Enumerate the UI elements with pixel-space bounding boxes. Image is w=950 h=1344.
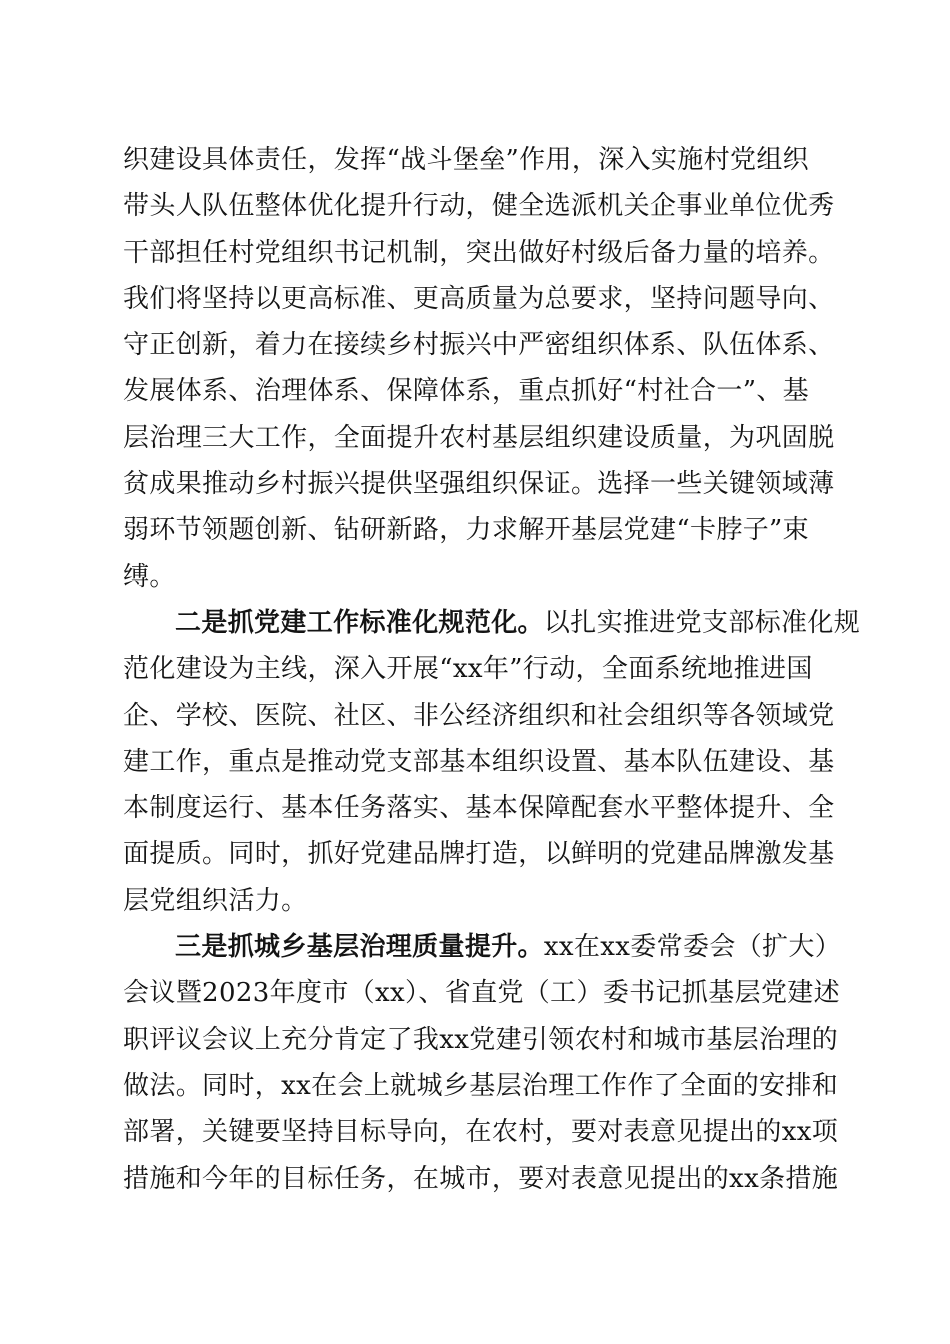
- text-run: 范化建设为主线，深入开展“xx年”行动，全面系统地推进国: [123, 654, 813, 685]
- text-run: 会议暨2023年度市（xx）、省直党（工）委书记抓基层党建述: [123, 978, 840, 1009]
- paragraph-first-line: [123, 600, 861, 646]
- text-line: [123, 646, 843, 692]
- text-line: [123, 368, 843, 414]
- text-run: 职评议会议上充分肯定了我xx党建引领农村和城市基层治理的: [123, 1024, 839, 1055]
- text-run: 措施和今年的目标任务，在城市，要对表意见提出的xx条措施: [123, 1163, 839, 1194]
- text-run: 本制度运行、基本任务落实、基本保障配套水平整体提升、全: [123, 793, 835, 824]
- text-run: 建工作，重点是推动党支部基本组织设置、基本队伍建设、基: [123, 746, 835, 777]
- text-run: 缚。: [123, 561, 176, 592]
- text-line: [123, 461, 843, 507]
- document-body: [123, 137, 861, 1202]
- text-run: 做法。同时，xx在会上就城乡基层治理工作作了全面的安排和: [123, 1070, 839, 1101]
- text-line: [123, 554, 843, 600]
- text-line: [123, 785, 843, 831]
- paragraph-first-line: [123, 924, 843, 970]
- text-line: [123, 831, 843, 877]
- text-run: 我们将坚持以更高标准、更高质量为总要求，坚持问题导向、: [123, 283, 835, 314]
- text-run: 发展体系、治理体系、保障体系，重点抓好“村社合一”、基: [123, 376, 810, 407]
- text-run: 面提质。同时，抓好党建品牌打造，以鲜明的党建品牌激发基: [123, 839, 835, 870]
- text-line: [123, 415, 843, 461]
- bold-heading-run: 二是抓党建工作标准化规范化。: [175, 607, 544, 638]
- text-run: 企、学校、医院、社区、非公经济组织和社会组织等各领域党: [123, 700, 835, 731]
- text-line: [123, 276, 843, 322]
- text-line: [123, 1063, 843, 1109]
- text-line: [123, 970, 843, 1016]
- text-run: 层治理三大工作，全面提升农村基层组织建设质量，为巩固脱: [123, 422, 835, 453]
- text-line: [123, 322, 843, 368]
- text-run: 守正创新，着力在接续乡村振兴中严密组织体系、队伍体系、: [123, 330, 835, 361]
- text-run: 干部担任村党组织书记机制，突出做好村级后备力量的培养。: [123, 237, 835, 268]
- text-line: [123, 1017, 843, 1063]
- text-line: [123, 230, 843, 276]
- text-line: [123, 1156, 843, 1202]
- bold-heading-run: 三是抓城乡基层治理质量提升。: [175, 932, 544, 963]
- text-line: [123, 739, 843, 785]
- text-run: 部署，关键要坚持目标导向，在农村，要对表意见提出的xx项: [123, 1117, 839, 1148]
- text-run: xx在xx委常委会（扩大）: [543, 932, 842, 963]
- text-run: 层党组织活力。: [123, 885, 308, 916]
- text-run: 以扎实推进党支部标准化规: [543, 607, 861, 638]
- text-run: 织建设具体责任，发挥“战斗堡垒”作用，深入实施村党组织: [123, 145, 810, 175]
- text-run: 带头人队伍整体优化提升行动，健全选派机关企事业单位优秀: [123, 191, 835, 222]
- text-line: [123, 137, 843, 183]
- text-run: 贫成果推动乡村振兴提供坚强组织保证。选择一些关键领域薄: [123, 469, 835, 500]
- text-line: [123, 1109, 843, 1155]
- text-run: 弱环节领题创新、钻研新路，力求解开基层党建“卡脖子”束: [123, 515, 810, 546]
- text-line: [123, 507, 843, 553]
- text-line: [123, 183, 843, 229]
- text-line: [123, 878, 843, 924]
- text-line: [123, 693, 843, 739]
